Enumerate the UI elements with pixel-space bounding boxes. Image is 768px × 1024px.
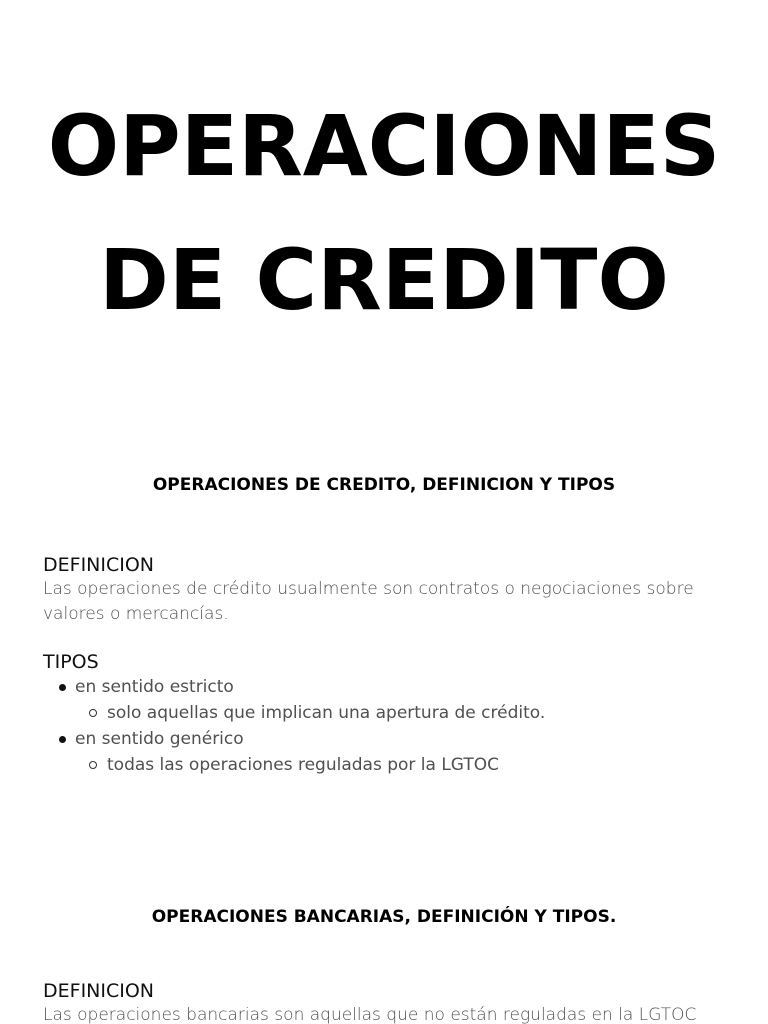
main-title-line-1: OPERACIONES bbox=[47, 97, 721, 195]
list-item bbox=[43, 726, 733, 778]
definition-text: Las operaciones de crédito usualmente son contratos o negociaciones sobre valores o mercancías. bbox=[43, 579, 694, 624]
section-heading-credit: OPERACIONES DE CREDITO, DEFINICION Y TIPOS bbox=[152, 475, 616, 495]
filled-bullet-icon bbox=[59, 684, 66, 691]
list-item bbox=[43, 674, 733, 726]
sub-item-text: solo aquellas que implican una apertura de crédito. bbox=[107, 703, 546, 723]
section-heading-banking: OPERACIONES BANCARIAS, DEFINICIÓN Y TIPOS. bbox=[151, 907, 617, 927]
types-label: TIPOS bbox=[43, 651, 99, 673]
filled-bullet-icon bbox=[59, 736, 66, 743]
definition-label: DEFINICION bbox=[43, 554, 155, 576]
type-label: en sentido genérico bbox=[75, 729, 244, 749]
credit-types-block bbox=[43, 650, 733, 778]
sub-item-text: todas las operaciones reguladas por la LGTOC bbox=[107, 755, 500, 775]
sub-list bbox=[75, 752, 733, 778]
definition-text: Las operaciones bancarias son aquellas que no están reguladas en la LGTOC bbox=[43, 1005, 697, 1024]
main-title-line-2: DE CREDITO bbox=[99, 231, 669, 329]
banking-definition-block bbox=[43, 979, 733, 1024]
types-list bbox=[43, 674, 733, 778]
list-item bbox=[75, 752, 733, 778]
hollow-bullet-icon bbox=[89, 761, 97, 769]
definition-label: DEFINICION bbox=[43, 980, 155, 1002]
sub-list bbox=[75, 700, 733, 726]
hollow-bullet-icon bbox=[89, 709, 97, 717]
type-label: en sentido estricto bbox=[75, 677, 234, 697]
credit-definition-block bbox=[43, 553, 733, 627]
list-item bbox=[75, 700, 733, 726]
